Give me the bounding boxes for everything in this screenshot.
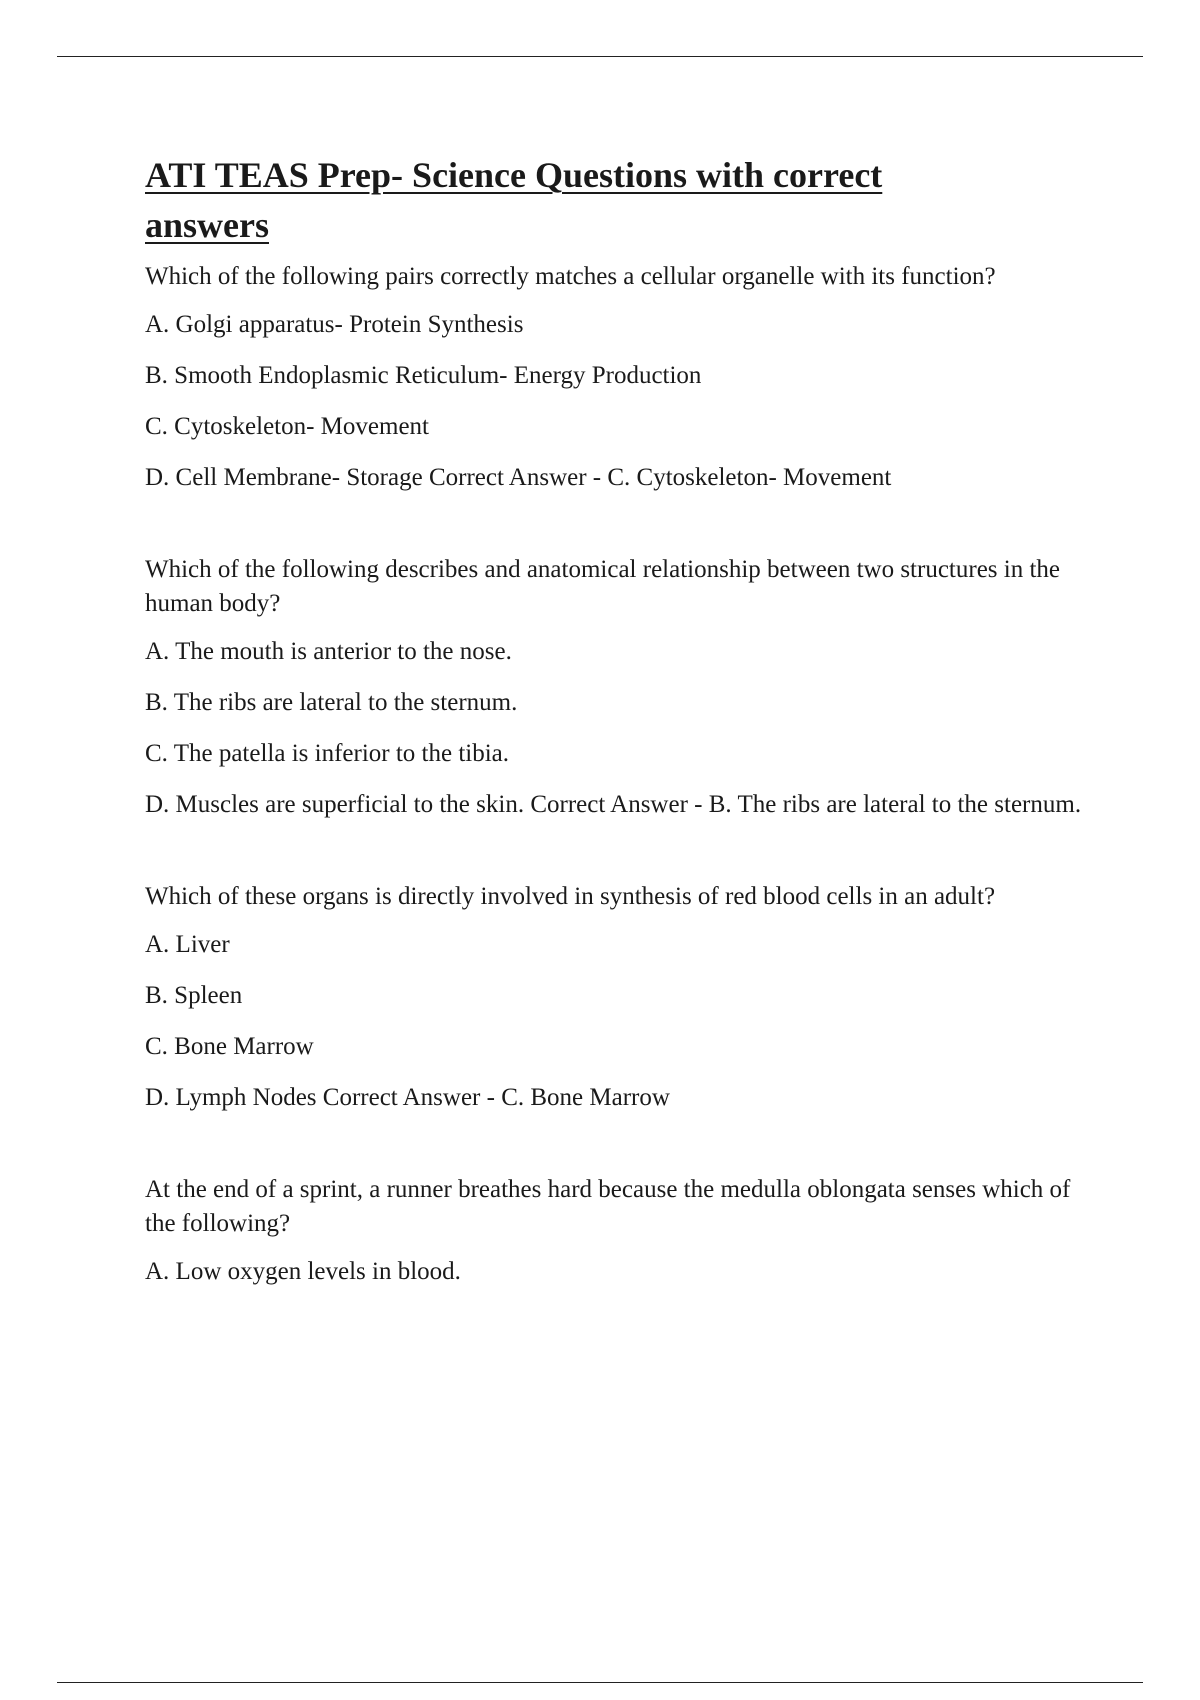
- answer-option: C. Cytoskeleton- Movement: [145, 413, 429, 440]
- question-text: Which of these organs is directly involved in synthesis of red blood cells in an adult?: [145, 883, 996, 910]
- answer-option: A. Low oxygen levels in blood.: [145, 1258, 461, 1285]
- answer-option: A. Liver: [145, 931, 230, 958]
- question-1: [145, 260, 1105, 495]
- document-title: ATI TEAS Prep- Science Questions with correct answers: [145, 155, 883, 245]
- answer-option: A. Golgi apparatus- Protein Synthesis: [145, 311, 524, 338]
- answer-option-with-correct-answer: D. Muscles are superficial to the skin. Correct Answer - B. The ribs are lateral to the sternum.: [145, 791, 1082, 818]
- question-text: Which of the following pairs correctly matches a cellular organelle with its function?: [145, 263, 996, 290]
- answer-option: B. The ribs are lateral to the sternum.: [145, 689, 518, 716]
- document-body: [145, 150, 1105, 1289]
- footer-rule: [57, 1682, 1143, 1683]
- question-text: At the end of a sprint, a runner breathes hard because the medulla oblongata senses which of the following?: [145, 1176, 1071, 1237]
- answer-option: B. Smooth Endoplasmic Reticulum- Energy Production: [145, 362, 702, 389]
- header-rule: [57, 56, 1143, 57]
- question-2: [145, 553, 1105, 822]
- answer-option-with-correct-answer: D. Cell Membrane- Storage Correct Answer - C. Cytoskeleton- Movement: [145, 464, 892, 491]
- question-text: Which of the following describes and anatomical relationship between two structures in the human body?: [145, 556, 1061, 617]
- question-3: [145, 880, 1105, 1115]
- answer-option: A. The mouth is anterior to the nose.: [145, 638, 512, 665]
- answer-option: B. Spleen: [145, 982, 243, 1009]
- question-4: [145, 1173, 1105, 1289]
- answer-option-with-correct-answer: D. Lymph Nodes Correct Answer - C. Bone Marrow: [145, 1084, 670, 1111]
- answer-option: C. Bone Marrow: [145, 1033, 314, 1060]
- answer-option: C. The patella is inferior to the tibia.: [145, 740, 510, 767]
